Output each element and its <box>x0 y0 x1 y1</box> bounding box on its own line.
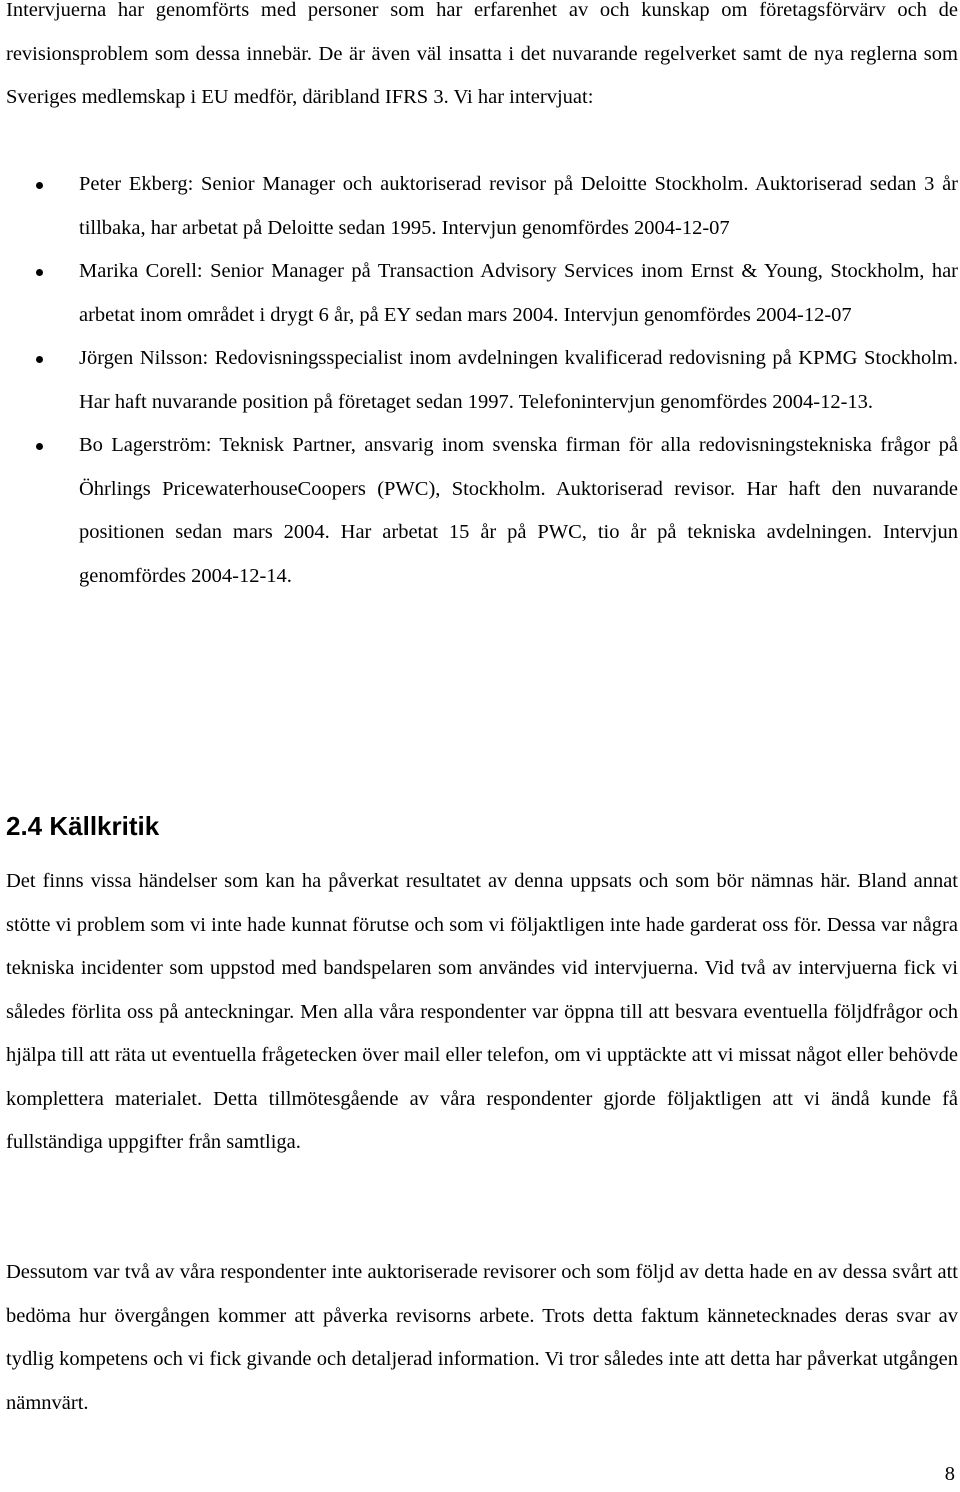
list-item-text: Peter Ekberg: Senior Manager och auktoriserad revisor på Deloitte Stockholm. Auktoriserad sedan 3 år tillbaka, har arbetat på Deloitte sedan 1995. Intervjun genomfördes 2004-12-07 <box>79 173 958 239</box>
respondents-paragraph: Dessutom var två av våra respondenter inte auktoriserade revisorer och som följd av detta hade en av dessa svårt att bedöma hur övergången kommer att påverka revisorns arbete. Trots detta faktum kännetecknades deras svar av tydlig kompetens och vi fick givande och detaljerad information. Vi tror således inte att detta har påverkat utgången nämnvärt. <box>6 1261 958 1414</box>
list-item-text: Bo Lagerström: Teknisk Partner, ansvarig inom svenska firman för alla redovisningstekniska frågor på Öhrlings PricewaterhouseCoopers (PWC), Stockholm. Auktoriserad revisor. Har haft den nuvarande positionen sedan mars 2004. Har arbetat 15 år på PWC, tio år på tekniska avdelningen. Intervjun genomfördes 2004-12-14. <box>79 434 958 587</box>
list-item <box>0 337 958 424</box>
source-critique-paragraph: Det finns vissa händelser som kan ha påverkat resultatet av denna uppsats och som bör nämnas här. Bland annat stötte vi problem som vi inte hade kunnat förutse och som vi följaktligen inte hade garderat oss för. Dessa var några tekniska incidenter som uppstod med bandspelaren som användes vid intervjuerna. Vid två av intervjuerna fick vi således förlita oss på anteckningar. Men alla våra respondenter var öppna till att besvara eventuella följdfrågor och hjälpa till att räta ut eventuella frågetecken över mail eller telefon, om vi upptäckte att vi missat något eller behövde komplettera materialet. Detta tillmötesgående av våra respondenter gjorde följaktligen att vi ändå kunde få fullständiga uppgifter från samtliga. <box>6 870 958 1153</box>
bullet-icon <box>36 356 43 363</box>
interviewee-list <box>0 163 958 598</box>
list-item <box>0 424 958 598</box>
bullet-icon <box>36 269 43 276</box>
bullet-icon <box>36 443 43 450</box>
list-item-text: Marika Corell: Senior Manager på Transaction Advisory Services inom Ernst & Young, Stockholm, har arbetat inom området i drygt 6 år, på EY sedan mars 2004. Intervjun genomfördes 2004-12-07 <box>79 260 958 326</box>
list-item <box>0 250 958 337</box>
list-item <box>0 163 958 250</box>
section-heading: 2.4 Källkritik <box>6 811 160 841</box>
intro-paragraph: Intervjuerna har genomförts med personer som har erfarenhet av och kunskap om företagsförvärv och de revisionsproblem som dessa innebär. De är även väl insatta i det nuvarande regelverket samt de nya reglerna som Sveriges medlemskap i EU medför, däribland IFRS 3. Vi har intervjuat: <box>6 0 958 108</box>
list-item-text: Jörgen Nilsson: Redovisningsspecialist inom avdelningen kvalificerad redovisning på KPMG Stockholm. Har haft nuvarande position på företaget sedan 1997. Telefonintervjun genomfördes 2004-12-13. <box>79 347 958 413</box>
page-number: 8 <box>944 1463 955 1485</box>
bullet-icon <box>36 182 43 189</box>
